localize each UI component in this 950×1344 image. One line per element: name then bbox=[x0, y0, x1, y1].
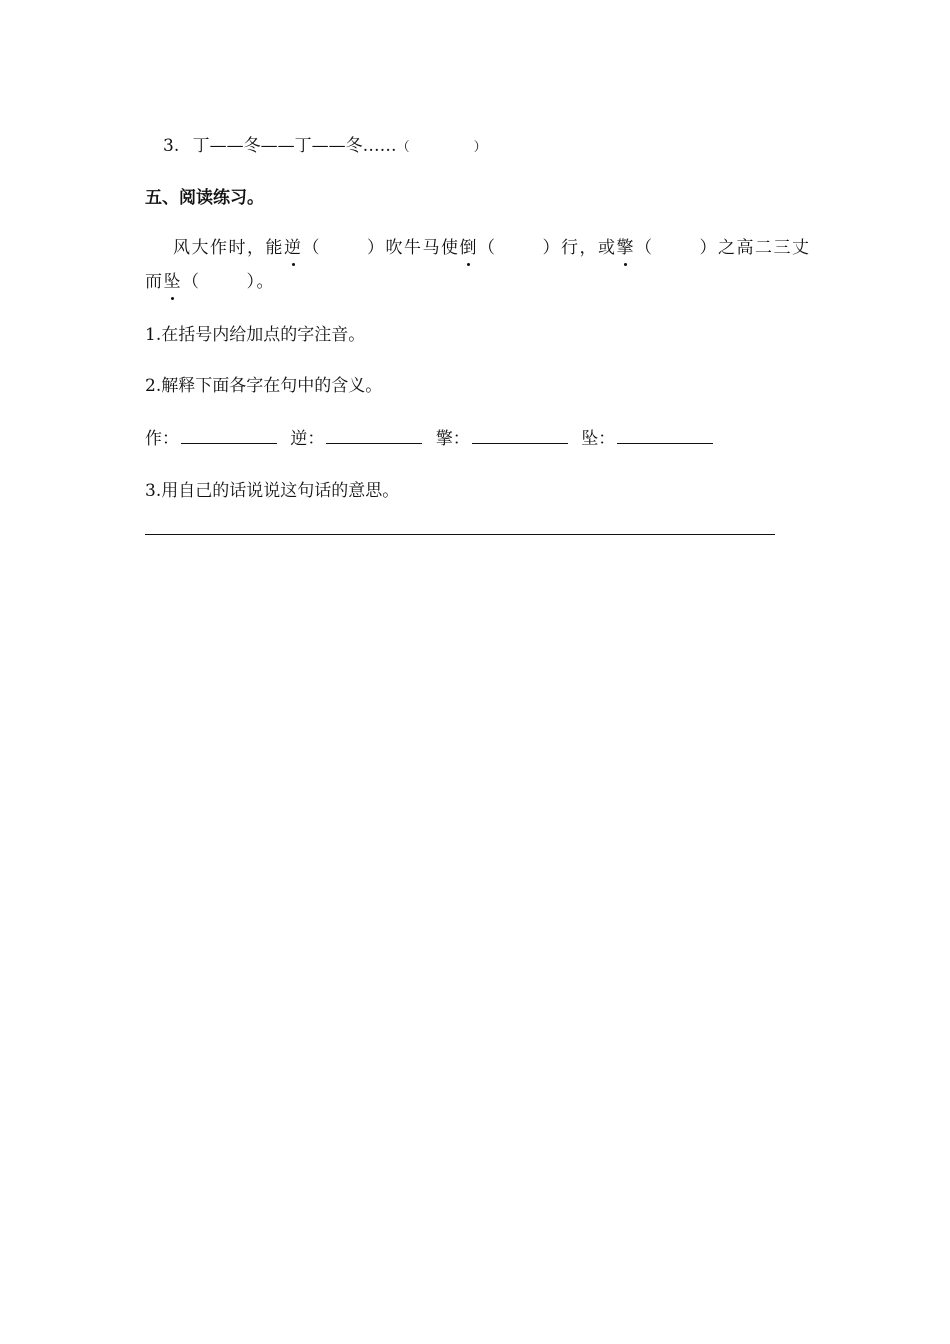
define-blank-qing[interactable] bbox=[472, 426, 568, 444]
define-blank-zhui[interactable] bbox=[617, 426, 713, 444]
passage-text: 而 bbox=[145, 272, 164, 292]
blank-paren-1: （ bbox=[302, 238, 321, 258]
blank-paren-2: （ bbox=[478, 238, 497, 258]
define-label-ni: 逆： bbox=[290, 429, 325, 449]
dotted-char-qing: 擎 bbox=[616, 238, 635, 258]
passage-text: ）。 bbox=[246, 272, 275, 292]
define-label-zuo: 作： bbox=[145, 429, 179, 449]
section-5-heading: 五、阅读练习。 bbox=[145, 188, 264, 208]
dotted-char-ni: 逆 bbox=[284, 238, 303, 258]
passage-line-1 bbox=[173, 236, 811, 260]
question-3-item bbox=[163, 134, 487, 160]
answer-line[interactable] bbox=[145, 534, 775, 535]
passage-text: ）行，或 bbox=[542, 238, 617, 258]
dotted-char-zhui: 坠 bbox=[163, 272, 182, 292]
define-blank-ni[interactable] bbox=[326, 426, 422, 444]
answer-paren-open: （ bbox=[396, 140, 410, 155]
definition-row bbox=[145, 426, 721, 451]
define-blank-zuo[interactable] bbox=[181, 426, 277, 444]
question-3-text: 丁——冬——丁——冬…… bbox=[192, 136, 397, 156]
question-1: 1.在括号内给加点的字注音。 bbox=[145, 325, 366, 345]
blank-paren-3: （ bbox=[635, 238, 654, 258]
define-label-zhui: 坠： bbox=[581, 429, 616, 449]
passage-text: ）吹牛马使 bbox=[367, 238, 460, 258]
question-3-number: 3. bbox=[163, 136, 180, 156]
dotted-char-dao: 倒 bbox=[459, 238, 478, 258]
question-2: 2.解释下面各字在句中的含义。 bbox=[145, 376, 383, 396]
passage-text: 风大作时，能 bbox=[173, 238, 284, 258]
passage-text: ）之高二三丈 bbox=[699, 238, 811, 258]
question-3: 3.用自己的话说说这句话的意思。 bbox=[145, 481, 400, 501]
passage-line-2 bbox=[145, 270, 275, 294]
answer-paren-close: ） bbox=[473, 140, 487, 155]
define-label-qing: 擎： bbox=[435, 429, 470, 449]
blank-paren-4: （ bbox=[182, 272, 201, 292]
